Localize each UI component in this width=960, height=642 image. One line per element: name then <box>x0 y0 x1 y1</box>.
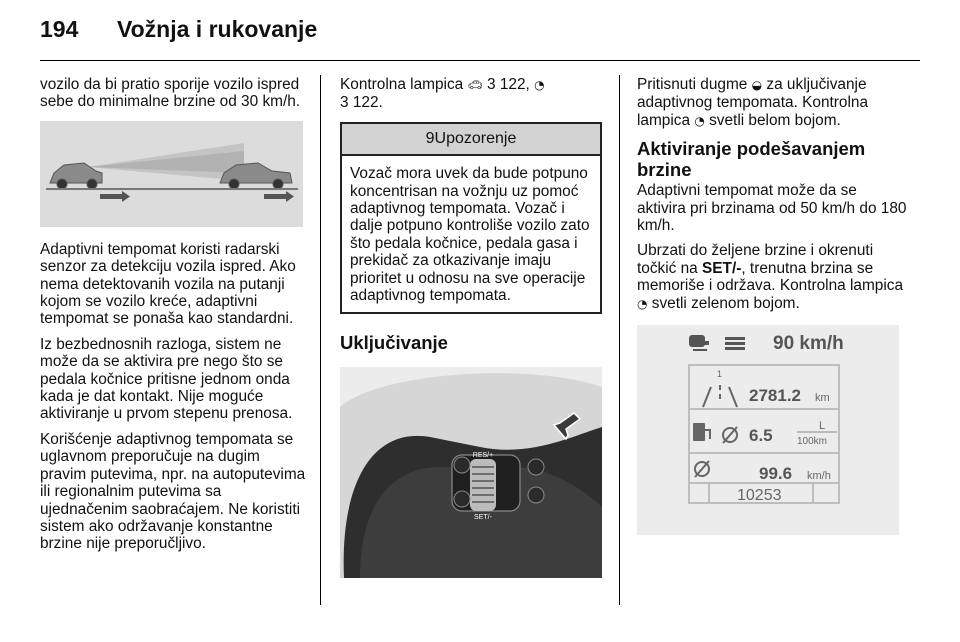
trip-distance: 2781.2 <box>749 386 801 406</box>
set-speed-paragraph: Ubrzati do željene brzine i okrenuti točkić na SET/-, trenutna brzina se memoriše i održava. Kontrolna lampica ◔ svetli zelenom bojom. <box>637 242 904 312</box>
trip-distance-unit: km <box>815 392 830 405</box>
speed-range-paragraph: Adaptivni tempomat može da se aktivira pri brzinama od 50 km/h do 180 km/h. <box>637 182 907 235</box>
header-rule <box>40 60 920 61</box>
cruise-control-icon: ◔ <box>534 78 545 92</box>
safety-paragraph: Iz bezbednosnih razloga, sistem ne može da se aktivira pre nego što se pedala kočnice pritisne jednom onda kada je dat kontakt. Nije moguće aktiviranje u prvom stepenu prenosa. <box>40 335 293 423</box>
column-1 <box>40 76 306 561</box>
radar-paragraph: Adaptivni tempomat koristi radarski senzor za detekciju vozila ispred. Ako nema detektovanih vozila na putanji kojom se vozilo kreće, adaptivni tempomat se ponaša kao standardni. <box>40 240 296 328</box>
cruise-control-icon: ◔ <box>694 113 705 128</box>
radar-illustration <box>40 121 303 227</box>
instrument-display-illustration <box>637 325 899 535</box>
odometer: 10253 <box>737 487 782 505</box>
adaptive-cruise-button-icon: ◒ <box>751 78 763 92</box>
warning-text: Vozač mora uvek da bude potpuno koncentrisan na vožnju uz pomoć adaptivnog tempomata. Vozač i dalje potpuno kontroliše vozilo zato što pedala kočnice, pedala gasa i prekidač za otkazivanje imaju prioritet u odnosu na sve operacije adaptivnog tempomata. <box>350 165 590 305</box>
average-speed-unit: km/h <box>807 470 831 483</box>
warning-header <box>342 124 600 156</box>
warning-title: Upozorenje <box>434 129 517 147</box>
set-speed-readout: 90 km/h <box>773 333 844 355</box>
cruise-control-icon: ◔ <box>637 296 648 311</box>
usage-paragraph: Korišćenje adaptivnog tempomata se uglavnom preporučuje na dugim pravim putevima, npr. na autoputevima ili regionalnim putevima sa ujednačenim saobraćajem. Ne koristiti sistem ako održavanje konstantne brzine nije preporučljivo. <box>40 430 306 553</box>
button-paragraph: Pritisnuti dugme ◒ za uključivanje adaptivnog tempomata. Kontrolna lampica ◔ svetli belom bojom. <box>637 76 869 129</box>
average-speed: 99.6 <box>759 464 793 484</box>
lane-digit: 1 <box>717 369 723 380</box>
motion-arrow-icon <box>100 191 294 202</box>
fuel-unit-top: L <box>819 420 826 433</box>
page-number: 194 <box>40 16 79 42</box>
warning-box <box>340 122 602 315</box>
column-divider-2 <box>619 75 620 605</box>
steering-wheel-illustration <box>340 367 602 578</box>
column-3 <box>637 76 907 535</box>
warning-triangle-icon: 9 <box>425 129 435 147</box>
distance-setting-icon <box>725 337 745 350</box>
lamp-reference: Kontrolna lampica 🚗︎ 3 122, ◔ 3 122. <box>340 76 545 112</box>
set-label: SET/- <box>474 514 492 522</box>
steering-wheel-image <box>340 367 602 578</box>
car-front-icon: 🚗︎ <box>467 78 483 92</box>
section-title-activation: Uključivanje <box>340 332 448 354</box>
fuel-unit-bottom: 100km <box>797 436 828 448</box>
page-title: Vožnja i rukovanje <box>117 16 318 42</box>
radar-detection-image <box>40 121 303 227</box>
res-label: RES/+ <box>472 452 494 460</box>
column-2 <box>340 76 602 578</box>
adaptive-cruise-button-icon <box>528 459 544 475</box>
fuel-consumption: 6.5 <box>749 426 773 446</box>
section-title-set-speed: Aktiviranje podešavanjem brzine <box>637 138 866 181</box>
column-divider-1 <box>320 75 321 605</box>
instrument-display-image <box>637 325 899 535</box>
intro-paragraph: vozilo da bi pratio sporije vozilo ispred sebe do minimalne brzine od 30 km/h. <box>40 76 301 111</box>
